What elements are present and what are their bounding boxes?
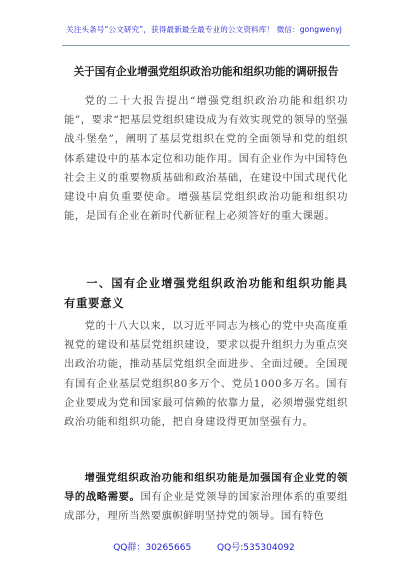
footer-contact (0, 540, 408, 553)
footer-qq-group: QQ群：30265665 (113, 543, 192, 553)
strategic-need-paragraph (64, 469, 348, 527)
intro-paragraph: 党的二十大报告提出“增强党组织政治功能和组织功能”，要求“把基层党组织建设成为有效实现党的领导的坚强战斗堡垒”，阐明了基层党组织在党的全面领导和党的组织体系建设中的基本定位和功能作用。国有企业作为中国特色社会主义的重要物质基础和政治基础，在建设中国式现代化建设中肩负重要使命。增强基层党组织政治功能和组织功能，是国有企业在新时代新征程上必须答好的重大课题。 (64, 95, 348, 223)
document-title: 关于国有企业增强党组织政治功能和组织功能的调研报告 (73, 66, 339, 78)
section-paragraph: 党的十八大以来，以习近平同志为核心的党中央高度重视党的建设和基层党组织建设，要求以提升组织力为重点突出政治功能，推动基层党组织全面进步、全面过硬。全国现有国有企业基层党组织80多万个、党员1000多万名。国有企业要成为党和国家最可信赖的依靠力量，必须增强党组织政治功能和组织功能，把自身建设得更加坚强有力。 (64, 320, 348, 429)
header-promo-note: 关注头条号“公文研究”，获得最新最全最专业的公文资料库！ 微信：gongwenyj (66, 25, 342, 34)
header-divider (62, 45, 350, 46)
footer-qq-number: QQ号:535304092 (217, 543, 295, 553)
strategic-need-text: 国有企业是党领导的国家治理体系的重要组成部分，理所当然要旗帜鲜明坚持党的领导。国有特色 (64, 491, 348, 523)
strategic-need-lead: 增强党组织政治功能和组织功能是加强国有企业党的领导的战略需要。 (64, 472, 348, 504)
section-heading: 一、国有企业增强党组织政治功能和组织功能具有重要意义 (64, 276, 348, 310)
